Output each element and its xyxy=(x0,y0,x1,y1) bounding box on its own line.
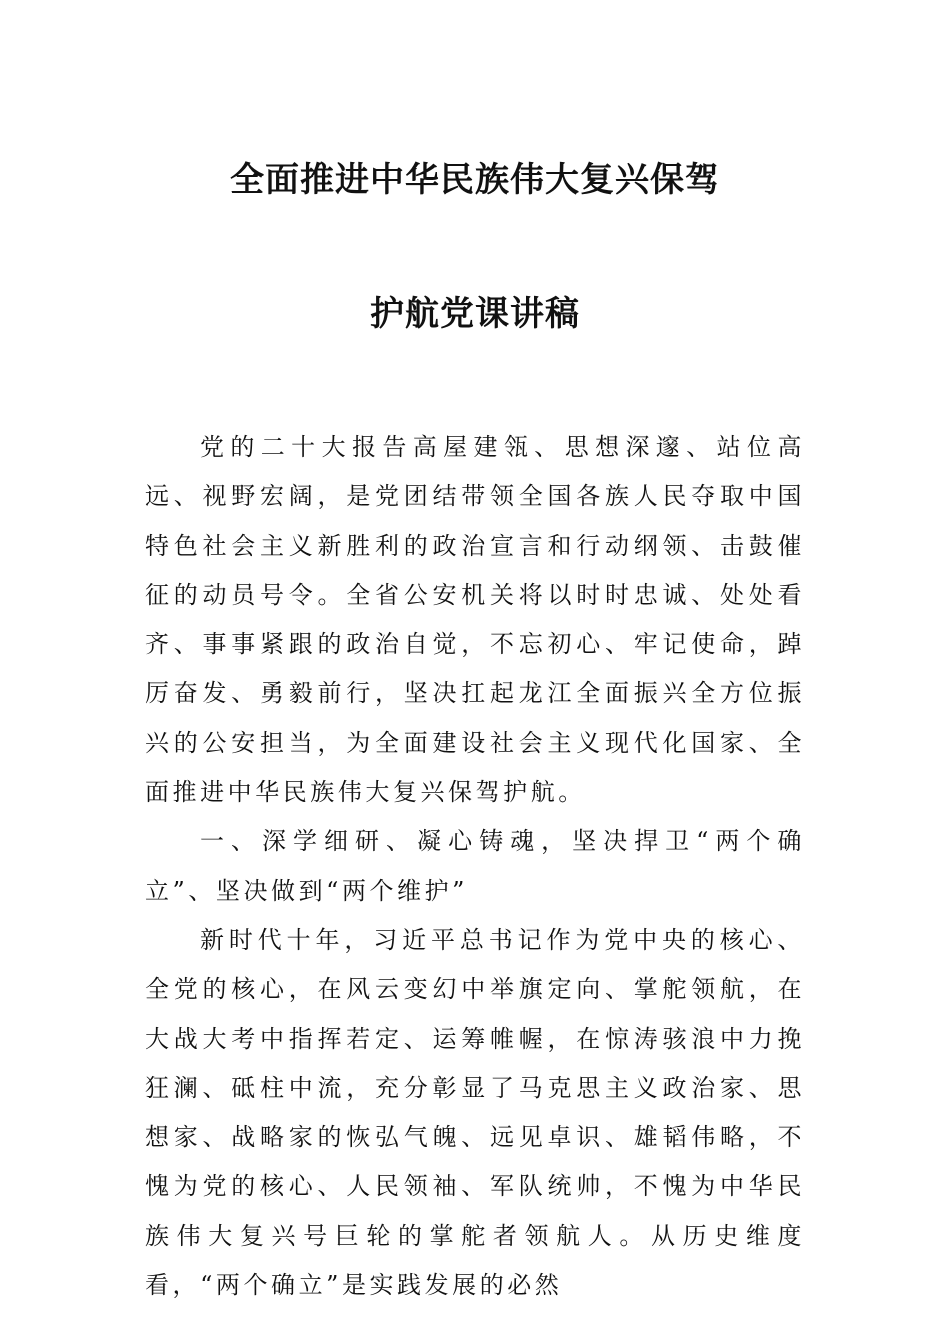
paragraph-section-1: 新时代十年，习近平总书记作为党中央的核心、全党的核心，在风云变幻中举旗定向、掌舵领航，在大战大考中指挥若定、运筹帷幄，在惊涛骇浪中力挽狂澜、砥柱中流，充分彰显了马克思主义政治家、思想家、战略家的恢弘气魄、远见卓识、雄韬伟略，不愧为党的核心、人民领袖、军队统帅，不愧为中华民族伟大复兴号巨轮的掌舵者领航人。从历史维度看，“两个确立”是实践发展的必然 xyxy=(145,925,805,1300)
document-title-line-2: 护航党课讲稿 xyxy=(370,294,580,334)
document-title-line-1: 全面推进中华民族伟大复兴保驾 xyxy=(230,160,720,200)
paragraph-intro: 党的二十大报告高屋建瓴、思想深邃、站位高远、视野宏阔，是党团结带领全国各族人民夺取中国特色社会主义新胜利的政治宣言和行动纲领、击鼓催征的动员号令。全省公安机关将以时时忠诚、处处看齐、事事紧跟的政治自觉，不忘初心、牢记使命，踔厉奋发、勇毅前行，坚决扛起龙江全面振兴全方位振兴的公安担当，为全面建设社会主义现代化国家、全面推进中华民族伟大复兴保驾护航。 xyxy=(145,433,805,807)
section-heading-1: 一、深学细研、凝心铸魂，坚决捍卫“两个确立”、坚决做到“两个维护” xyxy=(145,827,805,905)
document-body xyxy=(145,423,805,1310)
